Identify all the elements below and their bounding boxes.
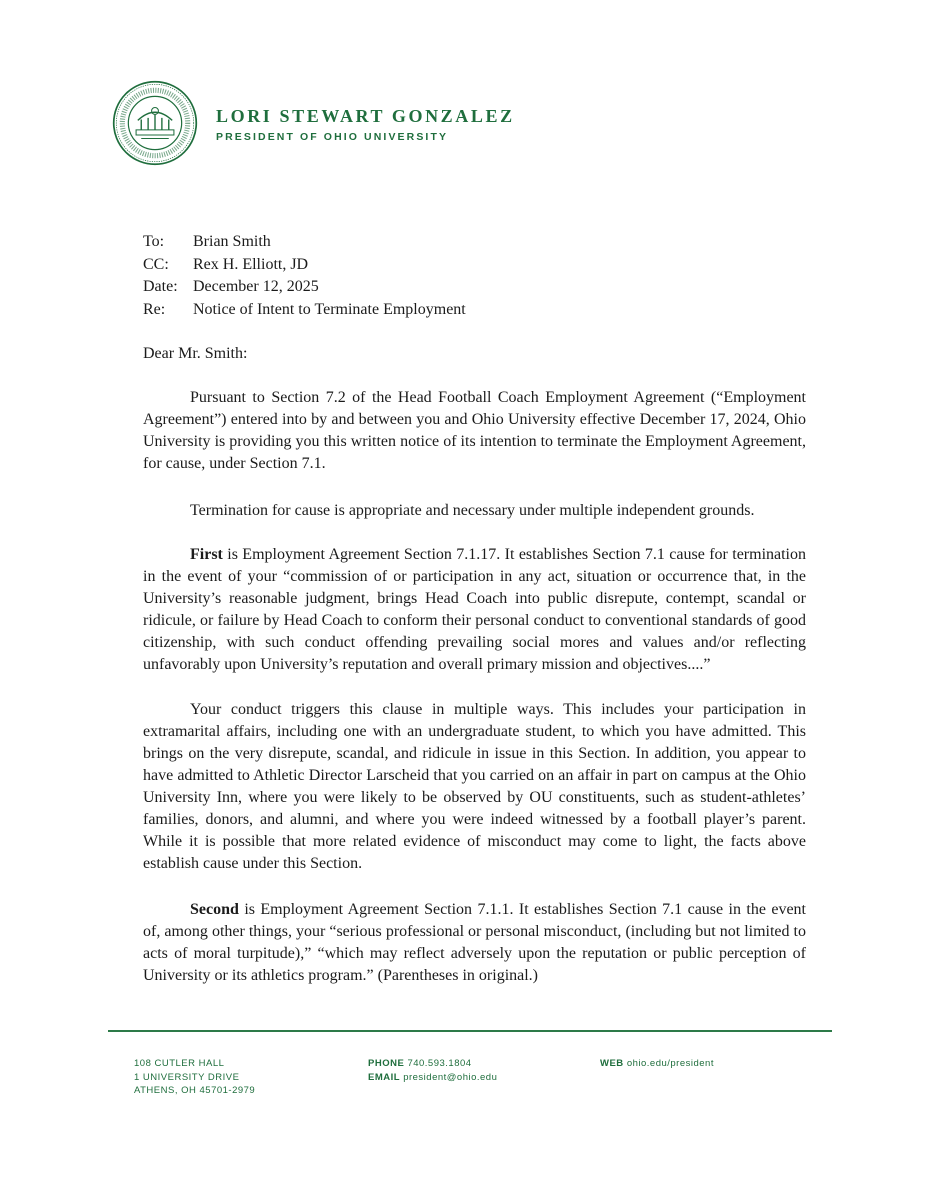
memo-date-label: Date: [143, 278, 178, 295]
paragraph-3-text: is Employment Agreement Section 7.1.17. It establishes Section 7.1 cause for termination in the event of your “commission of or participation in any act, situation or occurrence that, in the University’s reasonable judgment, brings Head Coach into public disrepute, contempt, scandal or ridicule, or failure by Head Coach to conform their personal conduct to conventional standards of good citizenship, with such conduct offending prevailing social mores and values and/or reflecting unfavorably upon University’s reputation and overall primary mission and objectives....” [143, 546, 806, 673]
memo-to-value: Brian Smith [193, 233, 271, 250]
footer-web-label: WEB [600, 1058, 624, 1069]
paragraph-5-lead: Second [190, 901, 239, 918]
paragraph-3 [143, 544, 806, 676]
footer-web [600, 1057, 714, 1071]
letterhead-title: PRESIDENT OF OHIO UNIVERSITY [216, 131, 449, 143]
memo-re-row [143, 299, 466, 322]
footer-address-line3: ATHENS, OH 45701-2979 [134, 1085, 256, 1096]
footer-phone-label: PHONE [368, 1058, 405, 1069]
memo-cc-value: Rex H. Elliott, JD [193, 255, 309, 273]
university-seal-icon [112, 80, 198, 166]
memo-cc-label: CC: [143, 255, 169, 273]
paragraph-2: Termination for cause is appropriate and necessary under multiple independent grounds. [190, 502, 755, 519]
footer-contact [368, 1057, 497, 1084]
memo-to-label: To: [143, 233, 165, 250]
footer-web-value: ohio.edu/president [626, 1058, 714, 1069]
footer-email-label: EMAIL [368, 1071, 401, 1083]
footer-phone-value: 740.593.1804 [407, 1058, 472, 1069]
memo-header [143, 231, 466, 321]
memo-to-row [143, 231, 466, 254]
footer-address [134, 1057, 255, 1098]
footer-address-line2: 1 UNIVERSITY DRIVE [134, 1071, 240, 1083]
memo-date-value: December 12, 2025 [193, 278, 319, 295]
footer-divider [108, 1030, 832, 1032]
memo-re-value: Notice of Intent to Terminate Employment [193, 300, 466, 318]
footer-email [368, 1071, 497, 1085]
paragraph-5 [143, 899, 806, 987]
memo-re-label: Re: [143, 300, 166, 318]
salutation: Dear Mr. Smith: [143, 345, 248, 362]
memo-cc-row [143, 254, 466, 277]
footer-email-value: president@ohio.edu [403, 1071, 498, 1083]
paragraph-4: Your conduct triggers this clause in multiple ways. This includes your participation in extramarital affairs, including one with an undergraduate student, to which you have admitted. This brings on the very disrepute, scandal, and ridicule in issue in this Section. In addition, you appear to have admitted to Athletic Director Larscheid that you carried on an affair in part on campus at the Ohio University Inn, where you were likely to be observed by OU constituents, such as student-athletes’ families, donors, and alumni, and where you were indeed witnessed by a football player’s parent. While it is possible that more related evidence of misconduct may come to light, the facts above establish cause under this Section. [143, 701, 806, 872]
paragraph-5-text: is Employment Agreement Section 7.1.1. It establishes Section 7.1 cause in the event of, among other things, your “serious professional or personal misconduct, (including but not limited to acts of moral turpitude),” “which may reflect adversely upon the reputation or public perception of University or its athletics program.” (Parentheses in original.) [143, 901, 806, 984]
paragraph-1: Pursuant to Section 7.2 of the Head Football Coach Employment Agreement (“Employment Agreement”) entered into by and between you and Ohio University effective December 17, 2024, Ohio University is providing you this written notice of its intention to terminate the Employment Agreement, for cause, under Section 7.1. [143, 389, 806, 472]
footer-phone [368, 1057, 497, 1071]
memo-date-row [143, 276, 466, 299]
letterhead-name: LORI STEWART GONZALEZ [216, 106, 515, 126]
paragraph-3-lead: First [190, 546, 223, 563]
footer-address-line1: 108 CUTLER HALL [134, 1058, 225, 1069]
